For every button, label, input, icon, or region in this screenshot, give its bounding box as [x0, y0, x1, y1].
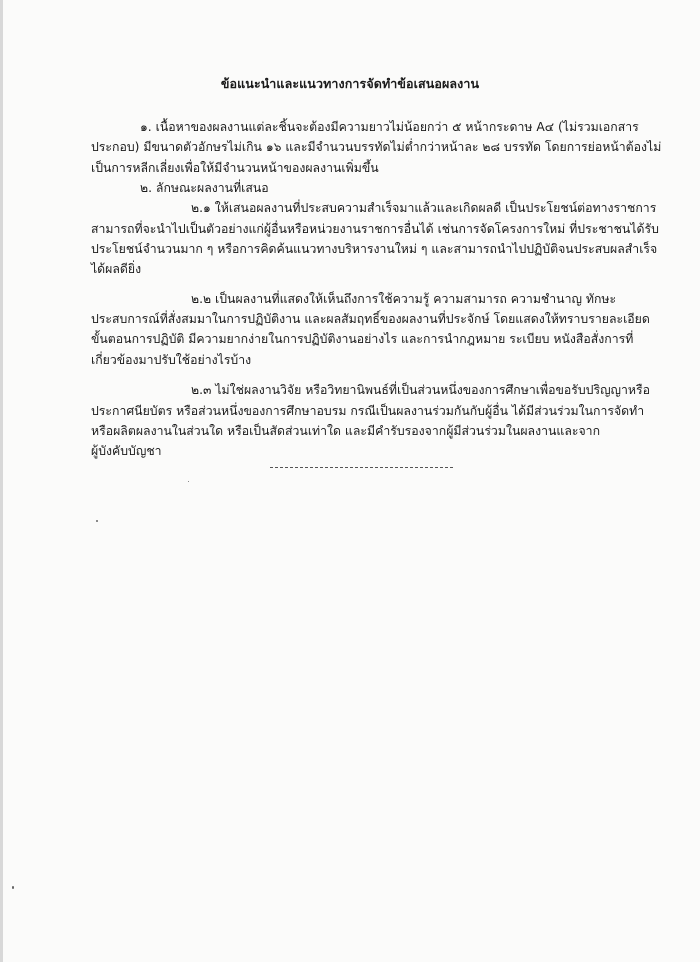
item-2-2-line-4: เกี่ยวข้องมาปรับใช้อย่างไรบ้าง — [91, 353, 252, 367]
paragraph-1-line-3: เป็นการหลีกเลี่ยงเพื่อให้มีจำนวนหน้าของผลงานเพิ่มขึ้น — [91, 161, 379, 175]
item-2-3-line-1: ๒.๓ ไม่ใช่ผลงานวิจัย หรือวิทยานิพนธ์ที่เป็นส่วนหนึ่งของการศึกษาเพื่อขอรับปริญญาหรือ — [191, 383, 651, 397]
item-2-1-line-2: สามารถที่จะนำไปเป็นตัวอย่างแก่ผู้อื่นหรือหน่วยงานราชการอื่นได้ เช่นการจัดโครงการใหม่ ที่ประชาชนได้รับ — [91, 222, 659, 236]
item-2-2-line-2: ประสบการณ์ที่สั่งสมมาในการปฏิบัติงาน และผลสัมฤทธิ์ของผลงานที่ประจักษ์ โดยแสดงให้ทราบรายละเอียด — [91, 312, 650, 326]
item-2-1-line-1: ๒.๑ ให้เสนอผลงานที่ประสบความสำเร็จมาแล้วและเกิดผลดี เป็นประโยชน์ต่อทางราชการ — [191, 201, 657, 215]
document-title: ข้อแนะนำและแนวทางการจัดทำข้อเสนอผลงาน — [220, 76, 480, 91]
scan-edge — [0, 0, 3, 962]
section-2-heading: ๒. ลักษณะผลงานที่เสนอ — [140, 181, 269, 195]
item-2-3-line-3: หรือผลิตผลงานในส่วนใด หรือเป็นสัดส่วนเท่าใด และมีคำรับรองจากผู้มีส่วนร่วมในผลงานและจาก — [91, 424, 601, 438]
scan-speck — [12, 886, 14, 889]
paragraph-1-line-1: ๑. เนื้อหาของผลงานแต่ละชิ้นจะต้องมีความยาวไม่น้อยกว่า ๕ หน้ากระดาษ A๔ (ไม่รวมเอกสาร — [140, 120, 639, 134]
scan-speck — [188, 481, 189, 482]
item-2-3-line-2: ประกาศนียบัตร หรือส่วนหนึ่งของการศึกษาอบรม กรณีเป็นผลงานร่วมกันกับผู้อื่น ได้มีส่วนร่วมในการจัดทำ — [91, 404, 645, 418]
scan-speck — [96, 520, 98, 522]
item-2-2-line-1: ๒.๒ เป็นผลงานที่แสดงให้เห็นถึงการใช้ความรู้ ความสามารถ ความชำนาญ ทักษะ — [191, 292, 617, 306]
end-divider — [270, 467, 453, 468]
item-2-1-line-4: ได้ผลดียิ่ง — [91, 262, 142, 276]
item-2-2-line-3: ขั้นตอนการปฏิบัติ มีความยากง่ายในการปฏิบัติงานอย่างไร และการนำกฎหมาย ระเบียบ หนังสือสั่งการที่ — [91, 332, 634, 346]
item-2-1-line-3: ประโยชน์จำนวนมาก ๆ หรือการคิดค้นแนวทางบริหารงานใหม่ ๆ และสามารถนำไปปฏิบัติจนประสบผลสำเร็จ — [91, 242, 658, 256]
item-2-3-line-4: ผู้บังคับบัญชา — [91, 444, 162, 458]
paragraph-1-line-2: ประกอบ) มีขนาดตัวอักษรไม่เกิน ๑๖ และมีจำนวนบรรทัดไม่ต่ำกว่าหน้าละ ๒๘ บรรทัด โดยการย่อหน้าต้องไม่ — [91, 140, 662, 154]
